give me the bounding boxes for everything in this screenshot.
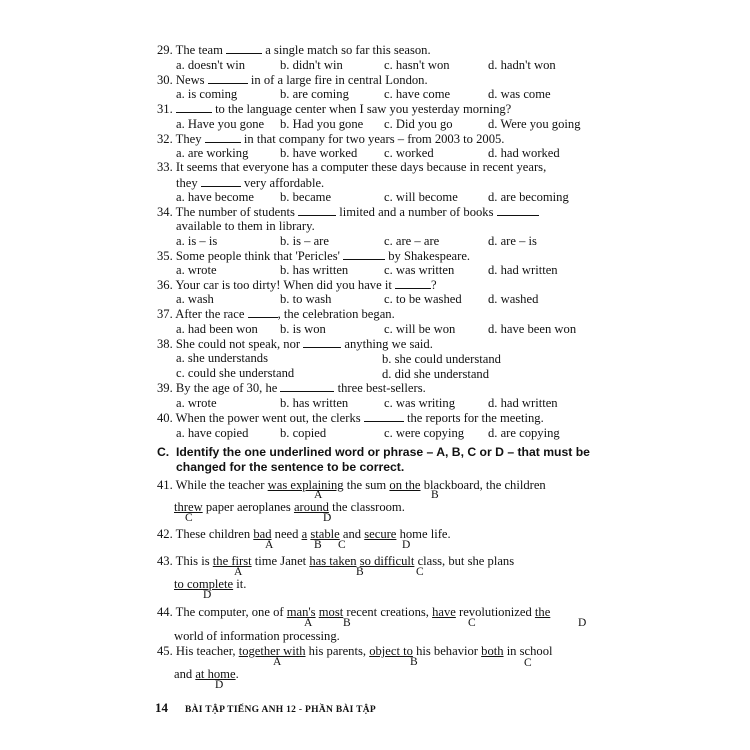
q-text: revolutionized: [459, 605, 532, 619]
question-34: [157, 204, 539, 220]
answer-blank[interactable]: [248, 306, 278, 318]
q-text: She could not speak, nor: [175, 337, 301, 351]
option-c[interactable]: c. worked: [384, 146, 434, 160]
option-d[interactable]: d. are becoming: [488, 190, 569, 204]
q-number: 38.: [157, 337, 173, 351]
q-text: It seems that everyone has a computer these days because in recent years,: [175, 160, 547, 174]
q-text: .: [235, 667, 239, 681]
answer-blank[interactable]: [280, 380, 334, 392]
option-d[interactable]: d. are copying: [488, 426, 560, 440]
q-text: While the teacher: [175, 478, 265, 492]
option-c[interactable]: c. was writing: [384, 396, 455, 410]
question-40: [157, 410, 544, 426]
underlined-d[interactable]: at home: [195, 667, 236, 681]
label-b: B: [356, 566, 364, 578]
question-45: [157, 644, 553, 659]
underlined-c[interactable]: both: [481, 644, 504, 658]
underlined-b[interactable]: has taken: [309, 554, 357, 568]
q-text: a single match so far this season.: [265, 43, 431, 57]
label-a: A: [314, 489, 323, 501]
q-number: 42.: [157, 527, 173, 541]
q-text: recent creations,: [346, 605, 429, 619]
option-b[interactable]: b. Had you gone: [280, 117, 364, 131]
answer-blank[interactable]: [205, 131, 241, 143]
option-c[interactable]: c. have come: [384, 87, 451, 101]
q-number: 29.: [157, 43, 173, 57]
q-text: class, but she plans: [417, 554, 515, 568]
q-text: paper aeroplanes: [205, 500, 291, 514]
label-d: D: [402, 539, 411, 551]
underlined-c[interactable]: so difficult: [359, 554, 415, 568]
q-text: His teacher,: [175, 644, 236, 658]
q-text: limited and a number of books: [339, 205, 494, 219]
option-b[interactable]: b. have worked: [280, 146, 358, 160]
answer-blank[interactable]: [298, 204, 336, 216]
underlined-a[interactable]: the first: [212, 554, 252, 568]
q-text: This is: [175, 554, 210, 568]
question-31: [157, 101, 511, 117]
q-text: very affordable.: [244, 176, 325, 190]
q-text: News: [175, 73, 205, 87]
option-a[interactable]: a. wrote: [176, 263, 217, 277]
option-b[interactable]: b. is won: [280, 322, 326, 336]
option-d[interactable]: d. washed: [488, 292, 539, 306]
option-d[interactable]: d. had written: [488, 263, 558, 277]
underlined-d[interactable]: secure: [364, 527, 397, 541]
question-44-line2: world of information processing.: [174, 629, 340, 643]
underlined-d[interactable]: around: [293, 500, 329, 514]
q-text: These children: [175, 527, 251, 541]
underlined-a[interactable]: bad: [253, 527, 272, 541]
option-a[interactable]: a. have copied: [176, 426, 249, 440]
q-text: When the power went out, the clerks: [175, 411, 361, 425]
answer-blank[interactable]: [176, 101, 212, 113]
option-b[interactable]: b. has written: [280, 263, 349, 277]
q-text: The team: [175, 43, 223, 57]
question-33: [157, 160, 546, 175]
answer-blank[interactable]: [226, 42, 262, 54]
q-text: and: [174, 667, 193, 681]
answer-blank[interactable]: [303, 336, 341, 348]
option-c[interactable]: c. will be won: [384, 322, 456, 336]
option-c[interactable]: c. was written: [384, 263, 455, 277]
question-30: [157, 72, 428, 88]
label-c: C: [416, 566, 424, 578]
answer-blank[interactable]: [497, 204, 539, 216]
q-text: the reports for the meeting.: [406, 411, 544, 425]
q-text: in of a large fire in central London.: [250, 73, 428, 87]
q-text: his behavior: [416, 644, 478, 658]
question-29: [157, 42, 431, 58]
q-text: the sum: [346, 478, 387, 492]
underlined-b[interactable]: on the: [389, 478, 421, 492]
option-b[interactable]: b. she could understand: [382, 352, 501, 366]
option-a[interactable]: a. are working: [176, 146, 249, 160]
section-c-heading-line2: changed for the sentence to be correct.: [176, 460, 405, 474]
option-a[interactable]: a. had been won: [176, 322, 258, 336]
q-text: his parents,: [308, 644, 367, 658]
option-c[interactable]: c. will become: [384, 190, 458, 204]
q-number: 44.: [157, 605, 173, 619]
option-a[interactable]: a. she understands: [176, 351, 268, 365]
option-a[interactable]: a. is coming: [176, 87, 238, 101]
q-number: 31.: [157, 102, 173, 116]
label-c: C: [185, 512, 193, 524]
q-text: anything we said.: [344, 337, 433, 351]
label-a: A: [265, 539, 274, 551]
option-d[interactable]: d. had written: [488, 396, 558, 410]
q-text: By the age of 30, he: [175, 381, 278, 395]
option-b[interactable]: b. copied: [280, 426, 327, 440]
q-text: home life.: [399, 527, 451, 541]
option-d[interactable]: d. had worked: [488, 146, 560, 160]
label-d: D: [578, 617, 587, 629]
question-36: [157, 277, 437, 293]
option-d[interactable]: d. have been won: [488, 322, 577, 336]
q-text: After the race: [175, 307, 245, 321]
q-text: three best-sellers.: [337, 381, 426, 395]
q-number: 30.: [157, 73, 173, 87]
book-title: BÀI TẬP TIẾNG ANH 12 - PHẦN BÀI TẬP: [185, 705, 377, 715]
label-d: D: [215, 679, 224, 691]
q-number: 35.: [157, 249, 173, 263]
option-b[interactable]: b. became: [280, 190, 332, 204]
question-34-line2: available to them in library.: [176, 219, 315, 233]
option-a[interactable]: a. wash: [176, 292, 214, 306]
q-text: time Janet: [254, 554, 307, 568]
question-39: [157, 380, 426, 396]
q-number: 40.: [157, 411, 173, 425]
q-text: in school: [506, 644, 553, 658]
answer-blank[interactable]: [208, 72, 248, 84]
q-text: they: [176, 176, 198, 190]
q-text: The number of students: [175, 205, 295, 219]
q-number: 32.: [157, 132, 173, 146]
q-text: blackboard, the children: [423, 478, 546, 492]
option-c[interactable]: c. were copying: [384, 426, 465, 440]
option-a[interactable]: a. have become: [176, 190, 254, 204]
underlined-b[interactable]: a: [301, 527, 308, 541]
q-text: , the celebration began.: [277, 307, 395, 321]
q-number: 33.: [157, 160, 173, 174]
underlined-b[interactable]: most: [318, 605, 344, 619]
q-text: need: [274, 527, 299, 541]
q-number: 45.: [157, 644, 173, 658]
option-d[interactable]: d. was come: [488, 87, 551, 101]
section-letter: C.: [157, 445, 170, 459]
option-b[interactable]: b. to wash: [280, 292, 332, 306]
question-43: [157, 554, 514, 569]
q-text: in that company for two years – from 2003 to 2005.: [243, 132, 505, 146]
option-a[interactable]: a. is – is: [176, 234, 218, 248]
question-45-line2: [174, 667, 239, 682]
q-number: 43.: [157, 554, 173, 568]
answer-blank[interactable]: [343, 248, 385, 260]
option-a[interactable]: a. wrote: [176, 396, 217, 410]
option-b[interactable]: b. has written: [280, 396, 349, 410]
label-b: B: [410, 656, 418, 668]
underlined-d[interactable]: to complete: [174, 577, 234, 591]
section-instruction: Identify the one underlined word or phrase – A, B, C or D – that must be: [175, 445, 590, 459]
option-a[interactable]: a. doesn't win: [176, 58, 246, 72]
label-b: B: [431, 489, 439, 501]
q-number: 34.: [157, 205, 173, 219]
q-text: Your car is too dirty! When did you have it: [175, 278, 392, 292]
answer-blank[interactable]: [395, 277, 431, 289]
question-41-line2: [174, 500, 405, 515]
option-d[interactable]: d. hadn't won: [488, 58, 556, 72]
q-number: 41.: [157, 478, 173, 492]
question-38: [157, 336, 433, 352]
q-text: to the language center when I saw you yesterday morning?: [215, 102, 512, 116]
section-c-heading: [157, 445, 590, 460]
option-d[interactable]: d. did she understand: [382, 367, 490, 381]
label-a: A: [304, 617, 313, 629]
underlined-b[interactable]: object to: [369, 644, 413, 658]
question-35: [157, 248, 470, 264]
option-c[interactable]: c. are – are: [384, 234, 440, 248]
q-text: The computer, one of: [175, 605, 284, 619]
option-b[interactable]: b. are coming: [280, 87, 349, 101]
underlined-a[interactable]: was explaining: [267, 478, 344, 492]
q-number: 39.: [157, 381, 173, 395]
page-footer: [155, 700, 376, 716]
label-c: C: [468, 617, 476, 629]
underlined-c[interactable]: have: [432, 605, 456, 619]
underlined-c[interactable]: stable: [310, 527, 340, 541]
underlined-a[interactable]: man's: [286, 605, 316, 619]
question-32: [157, 131, 504, 147]
question-44: [157, 605, 550, 620]
underlined-d[interactable]: the: [534, 605, 551, 619]
q-text: and: [342, 527, 362, 541]
option-b[interactable]: b. didn't win: [280, 58, 343, 72]
label-d: D: [323, 512, 332, 524]
label-a: A: [273, 656, 282, 668]
option-c[interactable]: c. could she understand: [176, 366, 295, 380]
q-text: it.: [236, 577, 247, 591]
option-d[interactable]: d. Were you going: [488, 117, 581, 131]
option-b[interactable]: b. is – are: [280, 234, 329, 248]
q-text: by Shakespeare.: [388, 249, 471, 263]
question-41: [157, 478, 546, 493]
answer-blank[interactable]: [364, 410, 404, 422]
page-number: 14: [155, 700, 168, 715]
q-text: They: [175, 132, 202, 146]
label-c: C: [338, 539, 346, 551]
q-number: 36.: [157, 278, 173, 292]
label-b: B: [343, 617, 351, 629]
q-text: ?: [431, 278, 437, 292]
q-text: the classroom.: [332, 500, 405, 514]
question-33-line2: [176, 175, 324, 191]
q-text: Some people think that 'Pericles': [175, 249, 340, 263]
label-c: C: [524, 657, 532, 669]
option-c[interactable]: c. hasn't won: [384, 58, 450, 72]
option-d[interactable]: d. are – is: [488, 234, 537, 248]
label-b: B: [314, 539, 322, 551]
label-d: D: [203, 589, 212, 601]
question-37: [157, 306, 395, 322]
option-c[interactable]: c. to be washed: [384, 292, 462, 306]
underlined-c[interactable]: threw: [174, 500, 203, 514]
q-number: 37.: [157, 307, 173, 321]
label-a: A: [234, 566, 243, 578]
option-a[interactable]: a. Have you gone: [176, 117, 265, 131]
underlined-a[interactable]: together with: [238, 644, 306, 658]
answer-blank[interactable]: [201, 175, 241, 187]
option-c[interactable]: c. Did you go: [384, 117, 453, 131]
